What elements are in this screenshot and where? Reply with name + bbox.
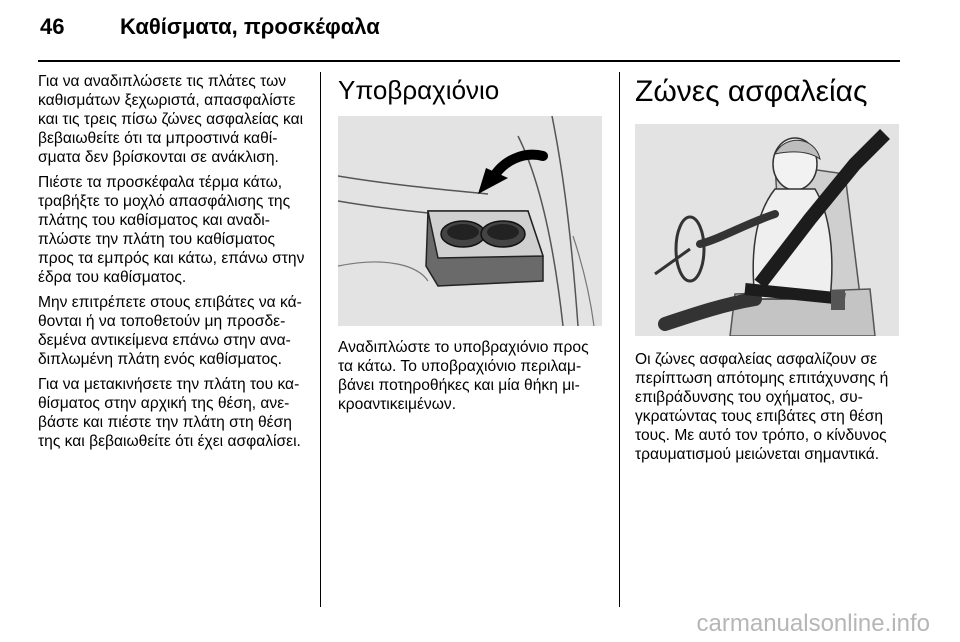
paragraph: Οι ζώνες ασφαλείας ασφαλίζουν σε περίπτωση απότομης επιτάχυνσης ή επιβράδυνσης του οχήματος, συ-γκρατώντας τους επιβάτες στη θέση τους. Με αυτό τον τρόπο, ο κίνδυνος τραυματισμού μειώνεται σημαντικά. (635, 351, 889, 463)
section-heading-armrest: Υποβραχιόνιο (338, 75, 500, 105)
page-header-title: Καθίσματα, προσκέφαλα (120, 14, 380, 39)
paragraph: Αναδιπλώστε το υποβραχιόνιο προς τα κάτω. Το υποβραχιόνιο περιλαμ-βάνει ποτηροθήκες και μία θήκη μι-κροαντικειμένων. (338, 339, 589, 413)
paragraph: Μην επιτρέπετε στους επιβάτες να κά-θονται ή να τοποθετούν μη προσδε-δεμένα αντικείμενα επάνω στην ανα-διπλωμένη πλάτη ενός καθίσματος. (38, 294, 302, 368)
page-number: 46 (40, 14, 65, 39)
column-seatbelts (635, 74, 900, 470)
section-heading-seatbelts: Ζώνες ασφαλείας (635, 75, 868, 108)
paragraph: Για να μετακινήσετε την πλάτη του κα-θίσματος στην αρχική της θέση, ανε-βάστε και πιέστε την πλάτη στη θέση της και βεβαιωθείτε ότι έχει ασφαλίσει. (38, 376, 301, 450)
paragraph: Για να αναδιπλώσετε τις πλάτες των καθισμάτων ξεχωριστά, απασφαλίστε και τις τρεις πίσω ζώνες ασφαλείας και βεβαιωθείτε ότι τα μπροστινά καθί-σματα δεν βρίσκονται σε ανάκλιση. (38, 73, 304, 166)
column-armrest (338, 74, 606, 420)
header-rule (38, 60, 900, 62)
column-divider-right (619, 72, 620, 607)
armrest-cupholder-illustration (338, 116, 602, 326)
seatbelt-driver-illustration (635, 124, 899, 336)
watermark: carmanualsonline.info (696, 610, 930, 637)
column-seat-folding (38, 72, 310, 457)
paragraph: Πιέστε τα προσκέφαλα τέρμα κάτω, τραβήξτε το μοχλό απασφάλισης της πλάτης του καθίσματος και αναδι-πλώστε την πλάτη του καθίσματος προς τα εμπρός και κάτω, επάνω στην έδρα του καθίσματος. (38, 174, 305, 286)
column-divider-left (320, 72, 321, 607)
